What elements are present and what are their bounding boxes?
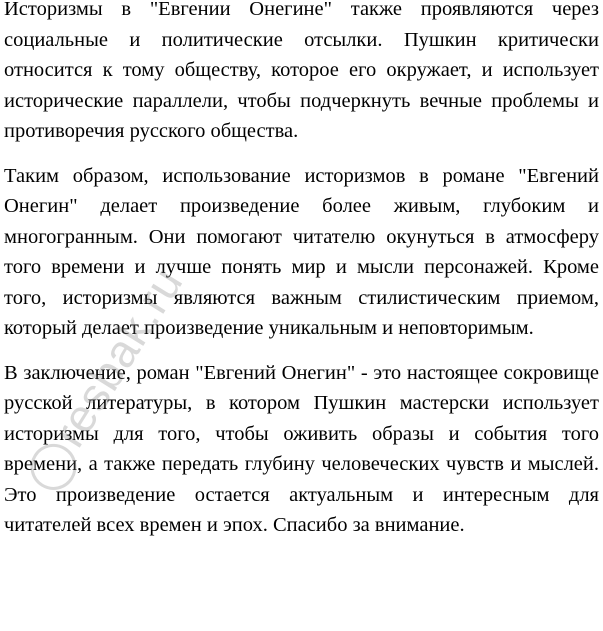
- paragraph-1: Историзмы в "Евгении Онегине" также проявляются через социальные и политические отсылки. Пушкин критически относится к тому обществу, которое его окружает, и использует исторические параллели, чтобы подчеркнуть вечные проблемы и противоречия русского общества.: [4, 0, 599, 142]
- paragraph-2: Таким образом, использование историзмов в романе "Евгений Онегин" делает произведение более живым, глубоким и многогранным. Они помогают читателю окунуться в атмосферу того времени и лучше понять мир и мысли персонажей. Кроме того, историзмы являются важным стилистическим приемом, который делает произведение уникальным и неповторимым.: [4, 164, 599, 339]
- paragraph-3: В заключение, роман "Евгений Онегин" - это настоящее сокровище русской литературы, в котором Пушкин мастерски использует историзмы для того, чтобы оживить образы и события того времени, а также передать глубину человеческих чувств и мыслей. Это произведение остается актуальным и интересным для читателей всех времен и эпох. Спасибо за внимание.: [4, 361, 599, 536]
- watermark-text: resbak.ru: [42, 257, 193, 456]
